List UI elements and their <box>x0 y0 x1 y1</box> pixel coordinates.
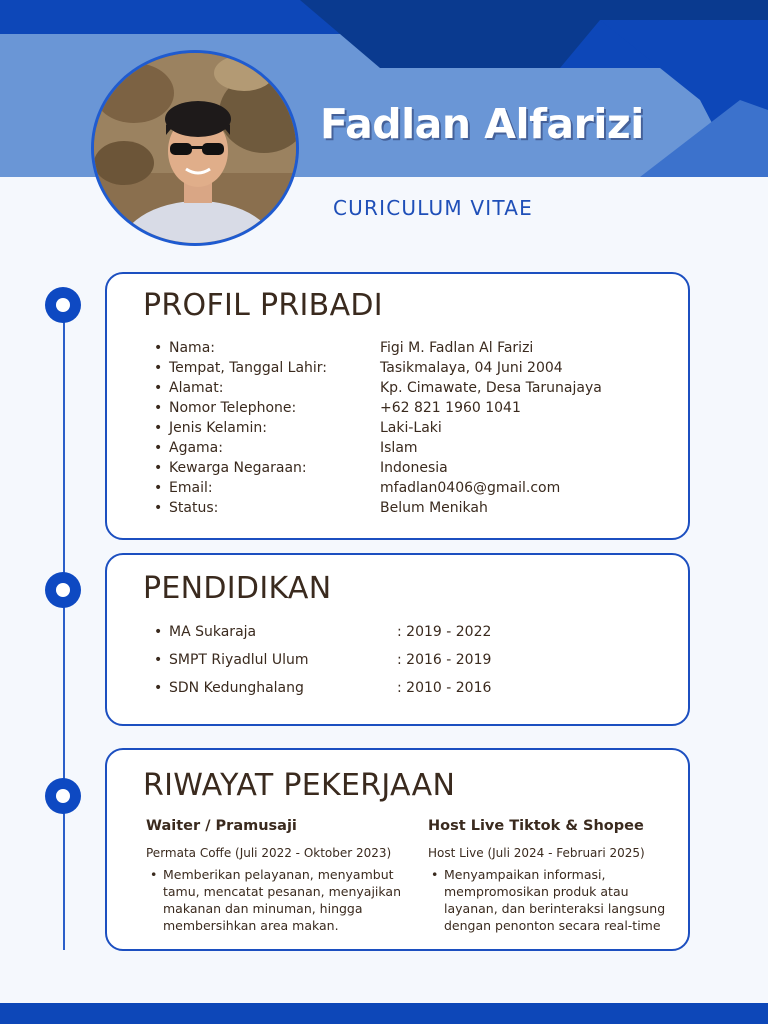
profile-value: +62 821 1960 1041 <box>380 400 521 416</box>
education-row <box>107 680 692 700</box>
profile-photo-image <box>94 53 299 246</box>
profile-row <box>107 360 692 380</box>
job-title: Waiter / Pramusaji <box>146 818 297 834</box>
job-desc-line: layanan, dan berinteraksi langsung <box>444 901 666 916</box>
bullet: • <box>154 400 163 416</box>
job-desc-line: dengan penonton secara real-time <box>444 918 661 933</box>
education-card <box>105 553 690 726</box>
job-meta: Host Live (Juli 2024 - Februari 2025) <box>428 846 645 860</box>
timeline-dot-profile <box>45 287 81 323</box>
profile-value: Tasikmalaya, 04 Juni 2004 <box>380 360 563 376</box>
profile-title: PROFIL PRIBADI <box>143 288 383 323</box>
timeline-dot-education <box>45 572 81 608</box>
profile-value: Belum Menikah <box>380 500 488 516</box>
bullet: • <box>154 500 163 516</box>
profile-row <box>107 500 692 520</box>
job-meta: Permata Coffe (Juli 2022 - Oktober 2023) <box>146 846 392 860</box>
bullet: • <box>154 624 163 640</box>
work-card <box>105 748 690 951</box>
bullet: • <box>154 340 163 356</box>
person-name: Fadlan Alfarizi <box>320 100 644 148</box>
bullet: • <box>154 360 163 376</box>
school-name: SMPT Riyadlul Ulum <box>169 652 309 668</box>
profile-row <box>107 380 692 400</box>
school-name: MA Sukaraja <box>169 624 257 640</box>
profile-value: mfadlan0406@gmail.com <box>380 480 561 496</box>
footer-bar <box>0 1003 768 1024</box>
profile-label: Email: <box>169 480 213 496</box>
profile-value: Figi M. Fadlan Al Farizi <box>380 340 534 356</box>
profile-row <box>107 340 692 360</box>
profile-label: Nomor Telephone: <box>169 400 297 416</box>
bullet: • <box>154 652 163 668</box>
timeline-dot-work <box>45 778 81 814</box>
bullet: • <box>154 420 163 436</box>
education-row <box>107 652 692 672</box>
education-row <box>107 624 692 644</box>
bullet: • <box>154 680 163 696</box>
job-description <box>150 866 408 934</box>
school-name: SDN Kedunghalang <box>169 680 304 696</box>
job-desc-line: makanan dan minuman, hingga <box>163 901 363 916</box>
profile-row <box>107 420 692 440</box>
profile-label: Alamat: <box>169 380 224 396</box>
profile-label: Nama: <box>169 340 215 356</box>
bullet: • <box>154 460 163 476</box>
timeline-line <box>63 305 65 950</box>
school-years: : 2019 - 2022 <box>397 624 492 640</box>
profile-row <box>107 480 692 500</box>
profile-label: Status: <box>169 500 219 516</box>
profile-label: Tempat, Tanggal Lahir: <box>169 360 328 376</box>
profile-label: Kewarga Negaraan: <box>169 460 307 476</box>
profile-label: Jenis Kelamin: <box>169 420 267 436</box>
profile-value: Kp. Cimawate, Desa Tarunajaya <box>380 380 602 396</box>
profile-label: Agama: <box>169 440 223 456</box>
job-desc-line: membersihkan area makan. <box>163 918 339 933</box>
bullet: • <box>431 867 439 882</box>
bullet: • <box>154 440 163 456</box>
profile-value: Indonesia <box>380 460 448 476</box>
school-years: : 2016 - 2019 <box>397 652 492 668</box>
job-desc-line: mempromosikan produk atau <box>444 884 629 899</box>
job-desc-line: Menyampaikan informasi, <box>444 867 606 882</box>
job-desc-line: tamu, mencatat pesanan, menyajikan <box>163 884 402 899</box>
profile-value: Laki-Laki <box>380 420 442 436</box>
profile-value: Islam <box>380 440 418 456</box>
job-desc-line: Memberikan pelayanan, menyambut <box>163 867 394 882</box>
profile-row <box>107 400 692 420</box>
work-title: RIWAYAT PEKERJAAN <box>143 768 456 803</box>
bullet: • <box>150 867 158 882</box>
job-title: Host Live Tiktok & Shopee <box>428 818 644 834</box>
profile-card <box>105 272 690 540</box>
document-subtitle: CURICULUM VITAE <box>333 196 533 220</box>
bullet: • <box>154 380 163 396</box>
education-title: PENDIDIKAN <box>143 571 332 606</box>
profile-photo <box>91 50 299 246</box>
profile-row <box>107 440 692 460</box>
school-years: : 2010 - 2016 <box>397 680 492 696</box>
job-description <box>431 866 689 934</box>
bullet: • <box>154 480 163 496</box>
profile-row <box>107 460 692 480</box>
